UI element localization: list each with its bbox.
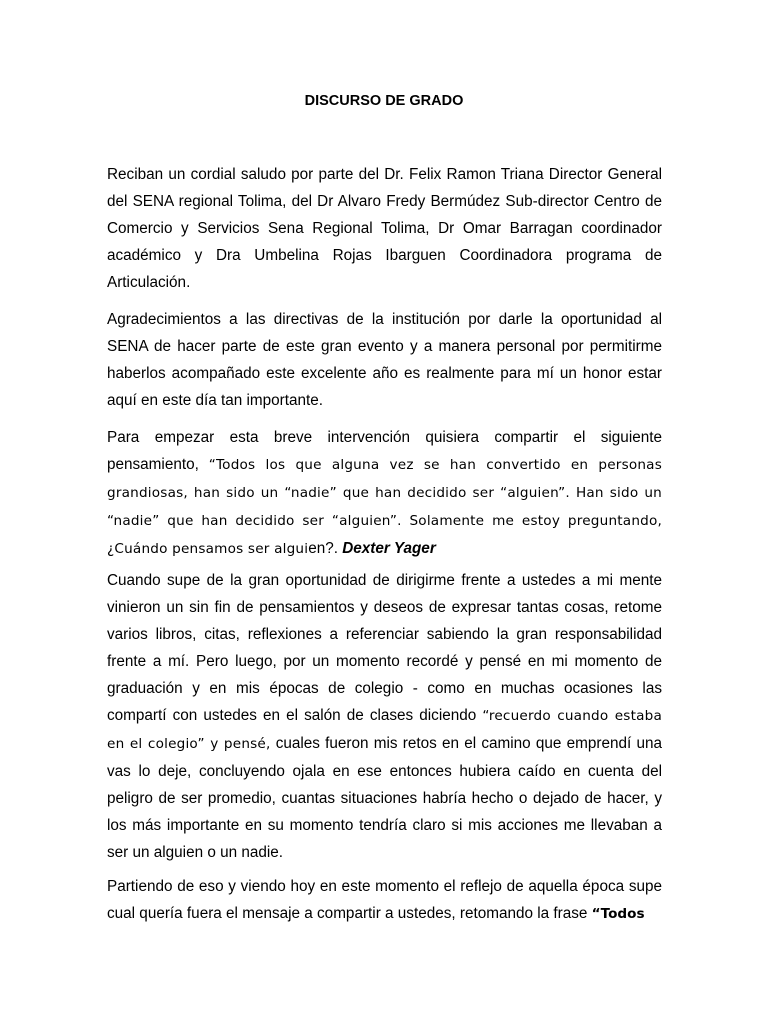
paragraph-message bbox=[107, 873, 662, 928]
quote-text-end: en?. bbox=[308, 540, 338, 557]
reflection-text-1: Cuando supe de la gran oportunidad de dirigirme frente a ustedes a mi mente vinieron un sin fin de pensamientos y deseos de expresar tantas cosas, retome varios libros, citas, reflexiones a referenciar sabiendo la gran responsabilidad frente a mí. Pero luego, por un momento recordé y pensé en mi momento de graduación y en mis épocas de colegio - como en muchas ocasiones las compartí con ustedes en el salón de clases diciendo bbox=[107, 572, 662, 724]
quote-author: Dexter Yager bbox=[342, 540, 436, 557]
quote-intro: Para empezar esta breve intervención quisiera compartir el siguiente pensamiento, bbox=[107, 429, 662, 473]
reflection-text-2: cuales fueron mis retos en el camino que emprendí una vas lo deje, concluyendo ojala en ese entonces hubiera caído en cuenta del peligro de ser promedio, cuantas situaciones habría hecho o dejado de hacer, y los más importante en su momento tendría claro si mis acciones me llevaban a ser un alguien o un nadie. bbox=[107, 735, 662, 861]
quote-text: “Todos los que alguna vez se han convertido en personas grandiosas, han sido un “nadie” que han decidido ser “alguien”. Han sido un “nadie” que han decidido ser “alguien”. Solamente me estoy preguntando, ¿Cuándo pensamos ser algui bbox=[107, 457, 662, 557]
paragraph-reflection bbox=[107, 567, 662, 866]
paragraph-quote bbox=[107, 424, 662, 563]
document-title: DISCURSO DE GRADO bbox=[304, 93, 464, 109]
message-quote-start: “Todos bbox=[591, 906, 645, 922]
paragraph-greeting: Reciban un cordial saludo por parte del Dr. Felix Ramon Triana Director General del SENA regional Tolima, del Dr Alvaro Fredy Bermúdez Sub-director Centro de Comercio y Servicios Sena Regional Tolima, Dr Omar Barragan coordinador académico y Dra Umbelina Rojas Ibarguen Coordinadora programa de Articulación. bbox=[107, 166, 662, 291]
message-text: Partiendo de eso y viendo hoy en este momento el reflejo de aquella época supe cual quería fuera el mensaje a compartir a ustedes, retomando la frase bbox=[107, 878, 662, 922]
paragraph-thanks: Agradecimientos a las directivas de la institución por darle la oportunidad al SENA de hacer parte de este gran evento y a manera personal por permitirme haberlos acompañado este excelente año es realmente para mí un honor estar aquí en este día tan importante. bbox=[107, 311, 662, 409]
reflection-quote: “recuerdo cuando estaba en el colegio” y pensé, bbox=[107, 708, 662, 752]
